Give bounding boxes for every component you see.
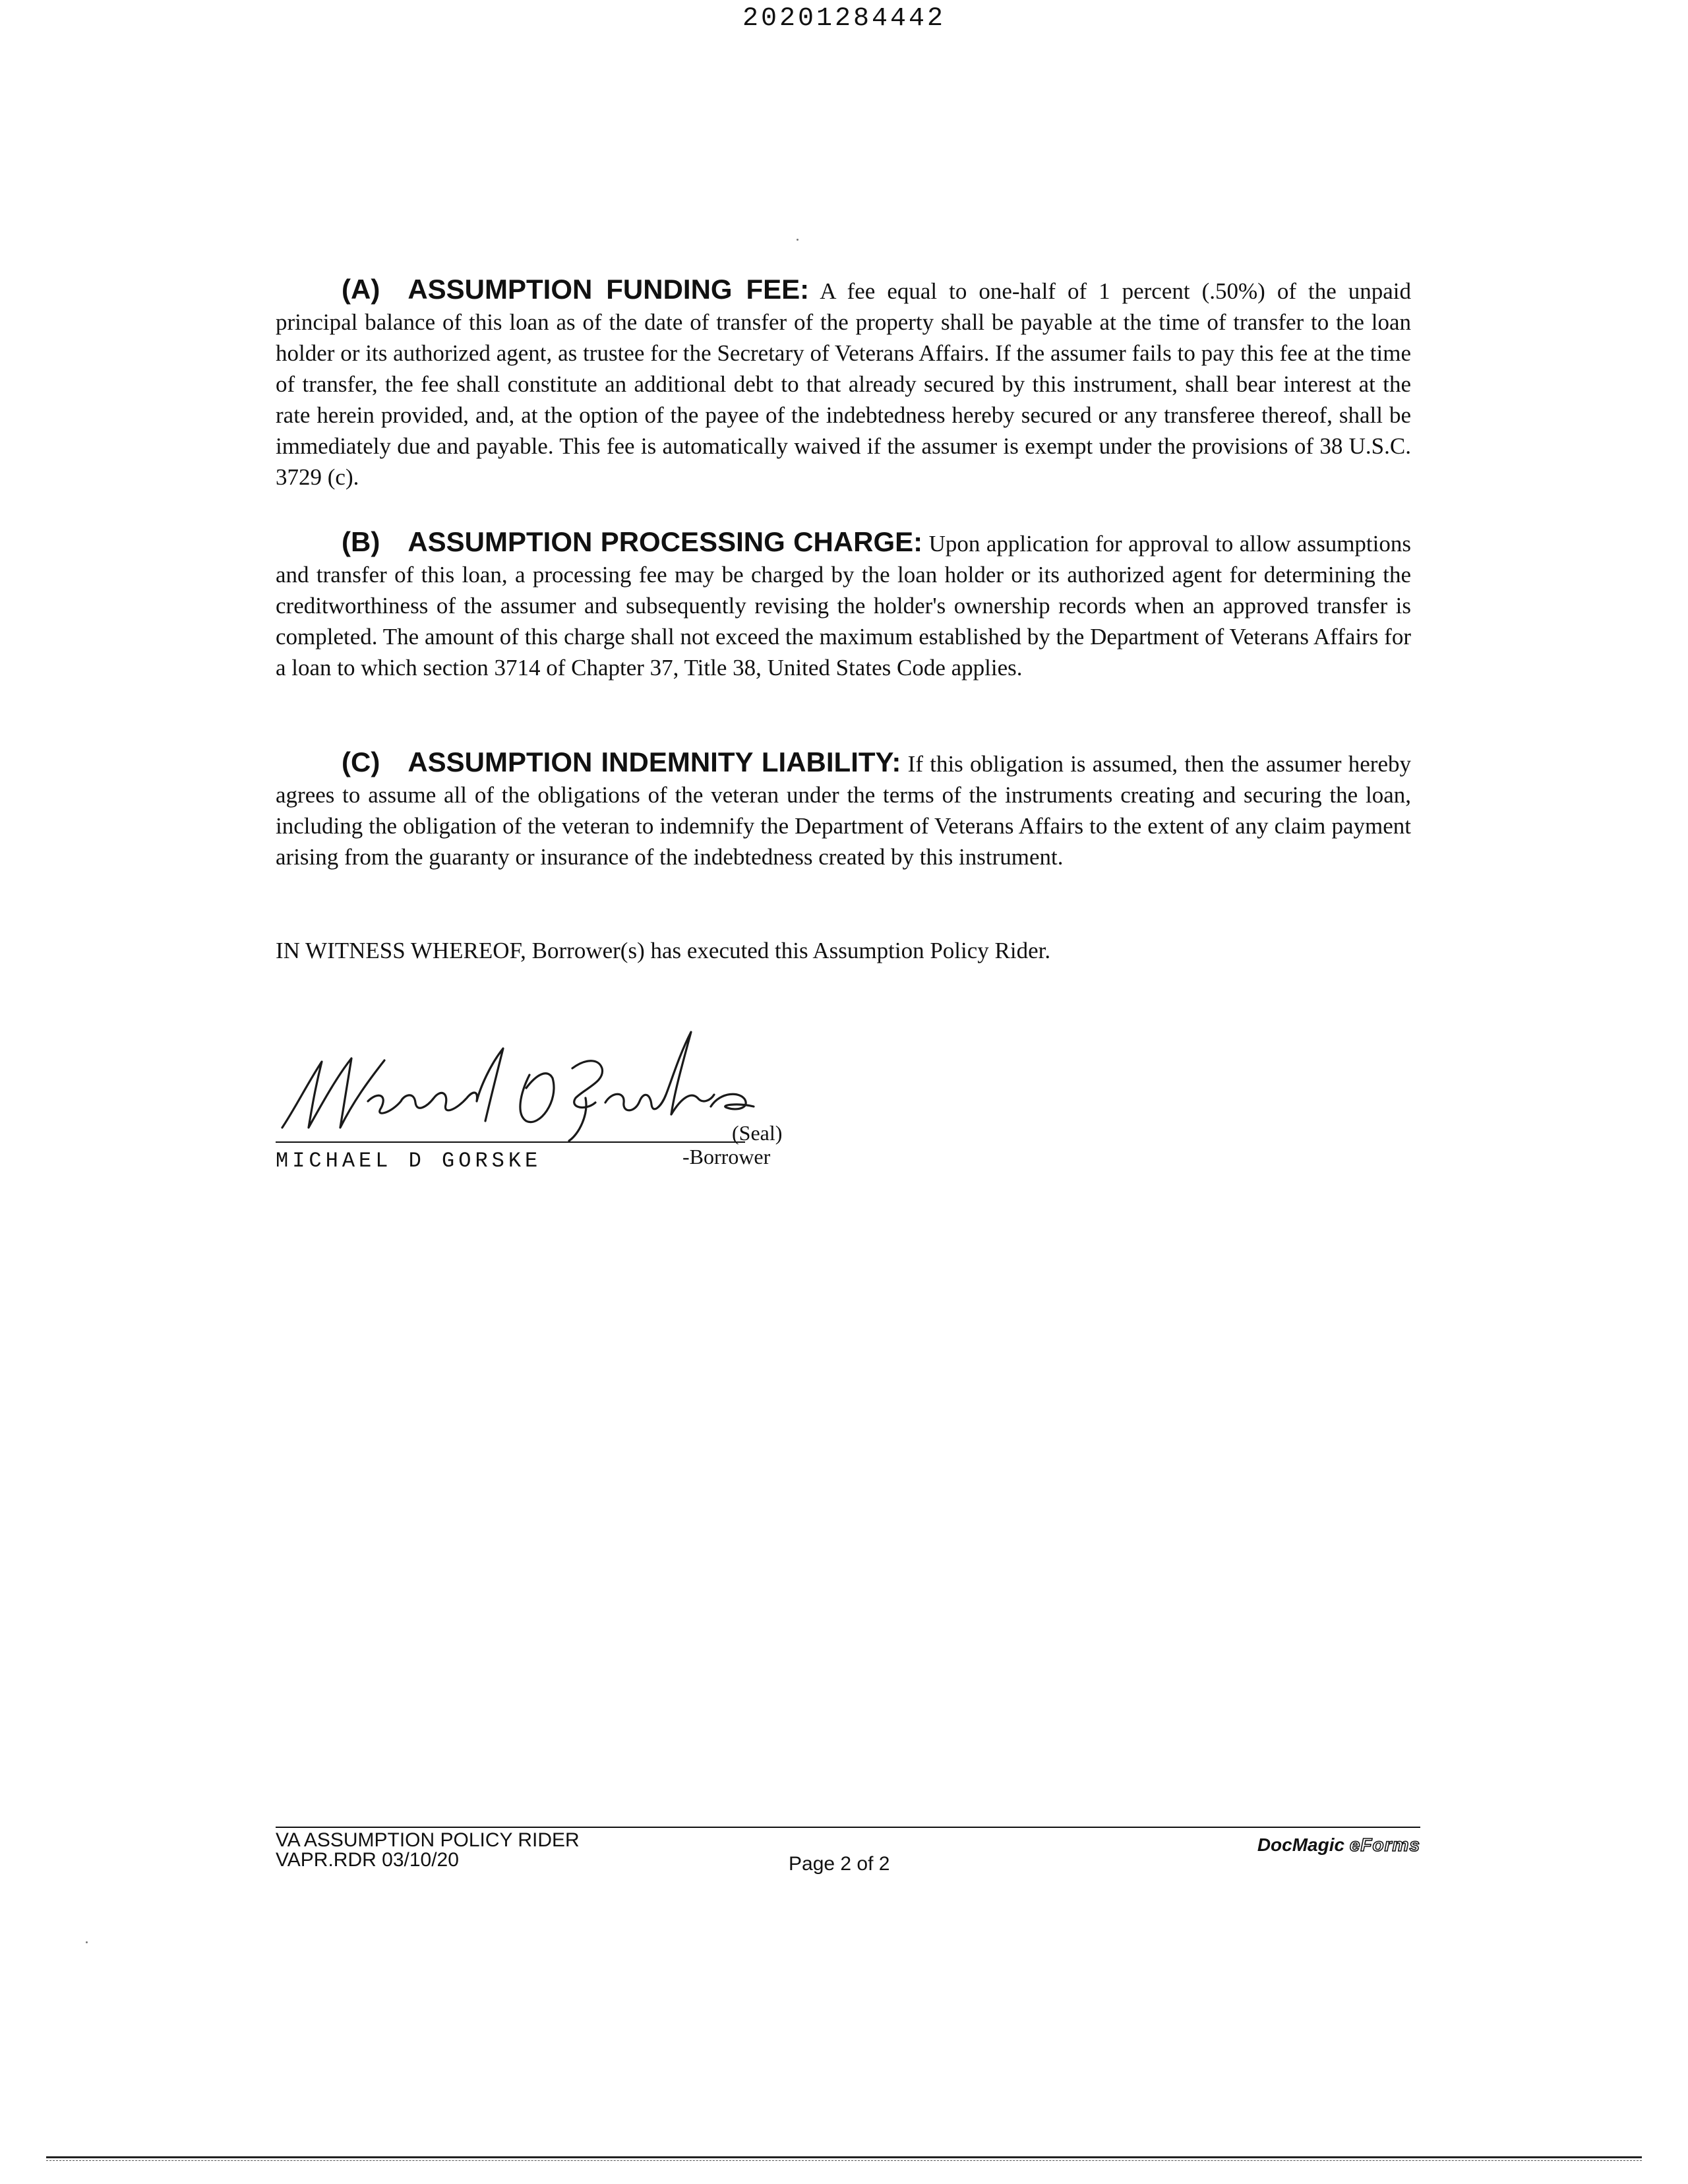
section-assumption-indemnity-liability xyxy=(276,746,1411,872)
brand-suffix: eForms xyxy=(1349,1835,1420,1855)
scan-speck xyxy=(86,1941,88,1943)
form-identification xyxy=(276,1831,580,1870)
seal-label: (Seal) xyxy=(732,1121,783,1145)
section-body: Upon application for approval to allow assumptions and transfer of this loan, a processing fee may be charged by the loan holder or its authorized agent for determining the creditworthiness of the assumer and subsequently revising the holder's ownership records when an approved transfer is completed. The amount of this charge shall not exceed the maximum established by the Department of Veterans Affairs for a loan to which section 3714 of Chapter 37, Title 38, United States Code applies. xyxy=(276,531,1412,681)
section-assumption-processing-charge xyxy=(276,526,1411,683)
section-body: If this obligation is assumed, then the assumer hereby agrees to assume all of the obligations of the veteran under the terms of the instruments creating and securing the loan, including the obligation of the veteran to indemnify the Department of Veterans Affairs to the extent of any claim payment arising from the guaranty or insurance of the indebtedness created by this instrument. xyxy=(276,751,1411,870)
section-letter: (A) xyxy=(342,274,380,305)
section-assumption-funding-fee xyxy=(276,274,1411,493)
signature-block xyxy=(276,1029,803,1187)
section-body: A fee equal to one-half of 1 percent (.50%) of the unpaid principal balance of this loan as of the date of transfer of the property shall be payable at the time of transfer to the loan holder or its authorized agent, as trustee for the Secretary of Veterans Affairs. If the assumer fails to pay this fee at the time of transfer, the fee shall constitute an additional debt to that already secured by this instrument, shall bear interest at the rate herein provided, and, at the option of the payee of the indebtedness hereby secured or any transferee thereof, shall be immediately due and payable. This fee is automatically waived if the assumer is exempt under the provisions of 38 U.S.C. 3729 (c). xyxy=(276,278,1411,490)
borrower-role: -Borrower xyxy=(682,1145,771,1168)
scan-edge-line xyxy=(46,2160,1642,2161)
scan-edge-line xyxy=(46,2156,1642,2158)
recording-number: 20201284442 xyxy=(742,4,946,34)
handwritten-signature xyxy=(276,1029,764,1147)
section-heading: ASSUMPTION INDEMNITY LIABILITY: xyxy=(407,746,901,777)
section-letter: (C) xyxy=(342,746,380,777)
page-number: Page 2 of 2 xyxy=(789,1853,890,1875)
signature-line xyxy=(276,1141,745,1143)
page-footer xyxy=(276,1827,1420,1887)
form-title: VA ASSUMPTION POLICY RIDER xyxy=(276,1829,580,1851)
docmagic-logo xyxy=(1257,1835,1420,1856)
witness-statement: IN WITNESS WHEREOF, Borrower(s) has executed this Assumption Policy Rider. xyxy=(276,938,1051,963)
scan-speck xyxy=(797,239,799,241)
brand-name: DocMagic xyxy=(1257,1835,1345,1855)
section-letter: (B) xyxy=(342,526,380,557)
form-code: VAPR.RDR 03/10/20 xyxy=(276,1849,459,1871)
section-heading: ASSUMPTION PROCESSING CHARGE: xyxy=(407,526,923,557)
borrower-name: MICHAEL D GORSKE xyxy=(276,1149,542,1173)
section-heading: ASSUMPTION FUNDING FEE: xyxy=(407,274,810,305)
